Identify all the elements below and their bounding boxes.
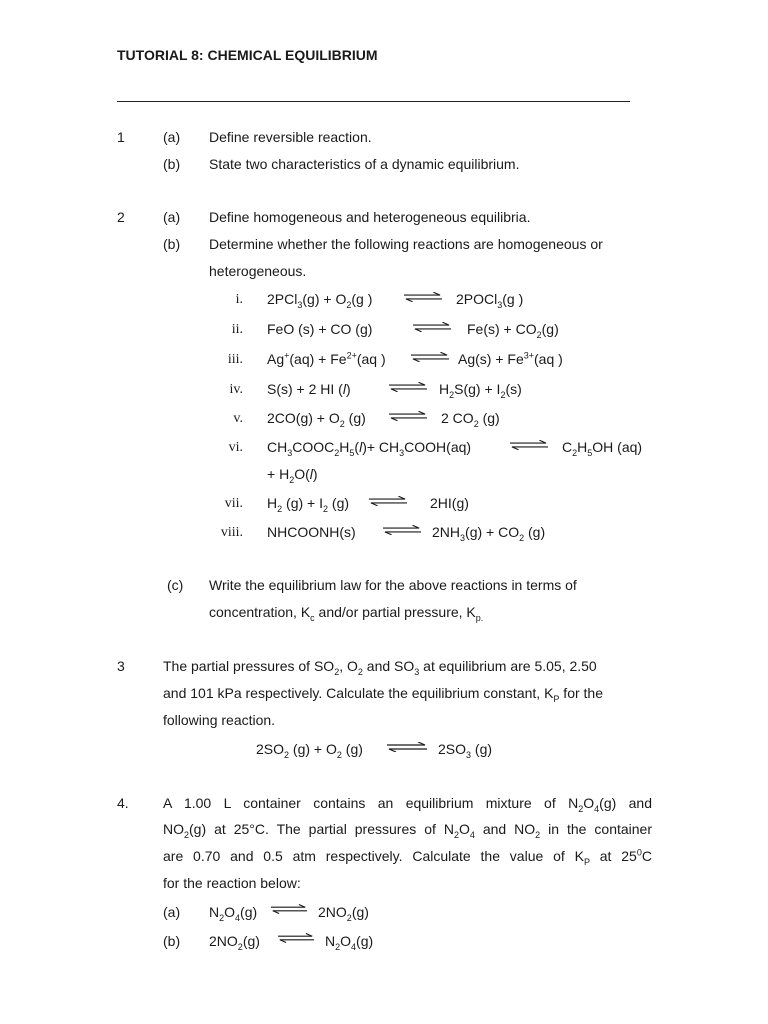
reaction-reactants: $H_2$ $(g) + I_2$ (g) xyxy=(267,495,350,514)
reaction-products: $Ag(s) + Fe^{3+}(aq$ ) xyxy=(458,350,563,367)
reaction-reactants: $CH_3COOC_2H_5(l)+$ $CH_3COOH(aq)$ xyxy=(267,439,472,458)
equilibrium-arrows-icon xyxy=(389,411,427,421)
equilibrium-arrows-icon xyxy=(271,904,307,914)
reaction-reactants: $2PCl_3(g) + O_2(g$ ) xyxy=(267,291,373,310)
q1-a-label: (a) xyxy=(163,129,181,145)
q2-b-label: (b) xyxy=(163,236,181,252)
equilibrium-arrows-icon xyxy=(383,525,421,535)
q4-a-label: (a) xyxy=(163,904,181,920)
reaction-reactants: S(s) + 2 HI (l) xyxy=(267,381,351,397)
q2-a-label: (a) xyxy=(163,209,181,225)
reaction-number: ii. xyxy=(231,322,243,337)
equilibrium-arrows-icon xyxy=(389,382,427,392)
q4-line3: are 0.70 and 0.5 atm respectively. Calculate the value of $K_P$ at $25^0C$ xyxy=(163,847,652,867)
reaction-reactants: FeO (s) + CO (g) xyxy=(267,321,373,337)
q3-line1: The partial pressures of $SO_2$, $O_2$ and $SO_3$ at equilibrium are 5.05, 2.50 xyxy=(163,658,597,677)
page-title: TUTORIAL 8: CHEMICAL EQUILIBRIUM xyxy=(117,47,378,63)
reaction-number: iii. xyxy=(227,352,243,367)
q1-number: 1 xyxy=(117,129,125,145)
reaction-products: $C_2H_5OH$ (aq) xyxy=(562,439,643,458)
equilibrium-arrows-icon xyxy=(413,322,451,332)
reaction-products: $Fe(s) + CO_2(g)$ xyxy=(467,321,559,340)
reaction-continuation: + $H_2O(l)$ xyxy=(267,466,318,485)
reaction-products: 2POCl$_3$(g ) xyxy=(456,291,524,310)
reaction-products: 2HI(g) xyxy=(430,495,469,511)
q2-c-line1: Write the equilibrium law for the above reactions in terms of xyxy=(209,577,577,593)
q1-b-text: State two characteristics of a dynamic equilibrium. xyxy=(209,156,520,172)
q1-b-label: (b) xyxy=(163,156,181,172)
q2-b-line2: heterogeneous. xyxy=(209,263,307,279)
q4-line2: $NO_2(g)$ at 25°C. The partial pressures of $N_2O_4$ and $NO_2$ in the container xyxy=(163,821,652,840)
equilibrium-arrows-icon xyxy=(278,933,314,943)
reaction-number: vii. xyxy=(224,496,243,511)
equilibrium-arrows-icon xyxy=(411,352,449,362)
reaction-number: iv. xyxy=(229,382,243,397)
reaction-products: $H_2S(g) + I_2(s)$ xyxy=(439,381,522,400)
q2-c-label: (c) xyxy=(167,577,184,593)
equilibrium-arrows-icon xyxy=(387,742,427,752)
reaction-products: 2 $CO_2$ (g) xyxy=(441,410,500,429)
equilibrium-arrows-icon xyxy=(510,440,548,450)
reaction-reactants: $Ag^+(aq) + Fe^{2+}(aq$ ) xyxy=(267,350,386,367)
q3-line3: following reaction. xyxy=(163,712,276,728)
title-divider xyxy=(117,101,630,102)
q3-line2: and 101 kPa respectively. Calculate the equilibrium constant, $K_P$ for the xyxy=(163,685,604,704)
q2-number: 2 xyxy=(117,209,125,225)
reaction-number: i. xyxy=(235,292,243,307)
q4-b-label: (b) xyxy=(163,933,181,949)
equilibrium-arrows-icon xyxy=(404,292,442,302)
reaction-number: vi. xyxy=(228,440,243,455)
q2-b-line1: Determine whether the following reactions are homogeneous or xyxy=(209,236,603,252)
q4-line4: for the reaction below: xyxy=(163,875,301,891)
q4-line1: A 1.00 L container contains an equilibrium mixture of $N_2O_4(g)$ and xyxy=(163,795,653,814)
reaction-products: $2NH_3(g) + CO_2$ (g) xyxy=(432,524,546,543)
reaction-reactants: $2CO(g) + O_2$ (g) xyxy=(267,410,366,429)
q2-a-text: Define homogeneous and heterogeneous equilibria. xyxy=(209,209,531,225)
q4-number: 4. xyxy=(117,795,129,811)
reaction-reactants: NHCOONH(s) xyxy=(267,524,356,540)
q1-a-text: Define reversible reaction. xyxy=(209,129,372,145)
q2-c-line2: concentration, $K_c$ and/or partial pressure, $K_{p.}$ xyxy=(209,604,484,623)
q4-a-right: $2NO_2(g)$ xyxy=(318,904,369,923)
q3-number: 3 xyxy=(117,658,125,674)
reaction-number: v. xyxy=(233,411,243,426)
q4-a-left: $N_2O_4(g)$ xyxy=(209,904,258,923)
reaction-number: viii. xyxy=(220,525,243,540)
q4-b-right: $N_2O_4(g)$ xyxy=(325,933,374,952)
q3-equation-right: $2SO_3$ (g) xyxy=(438,741,493,760)
equilibrium-arrows-icon xyxy=(369,496,407,506)
q4-b-left: $2NO_2(g)$ xyxy=(209,933,260,952)
q3-equation-left: $2SO_2$ $(g) + O_2$ (g) xyxy=(256,741,363,760)
